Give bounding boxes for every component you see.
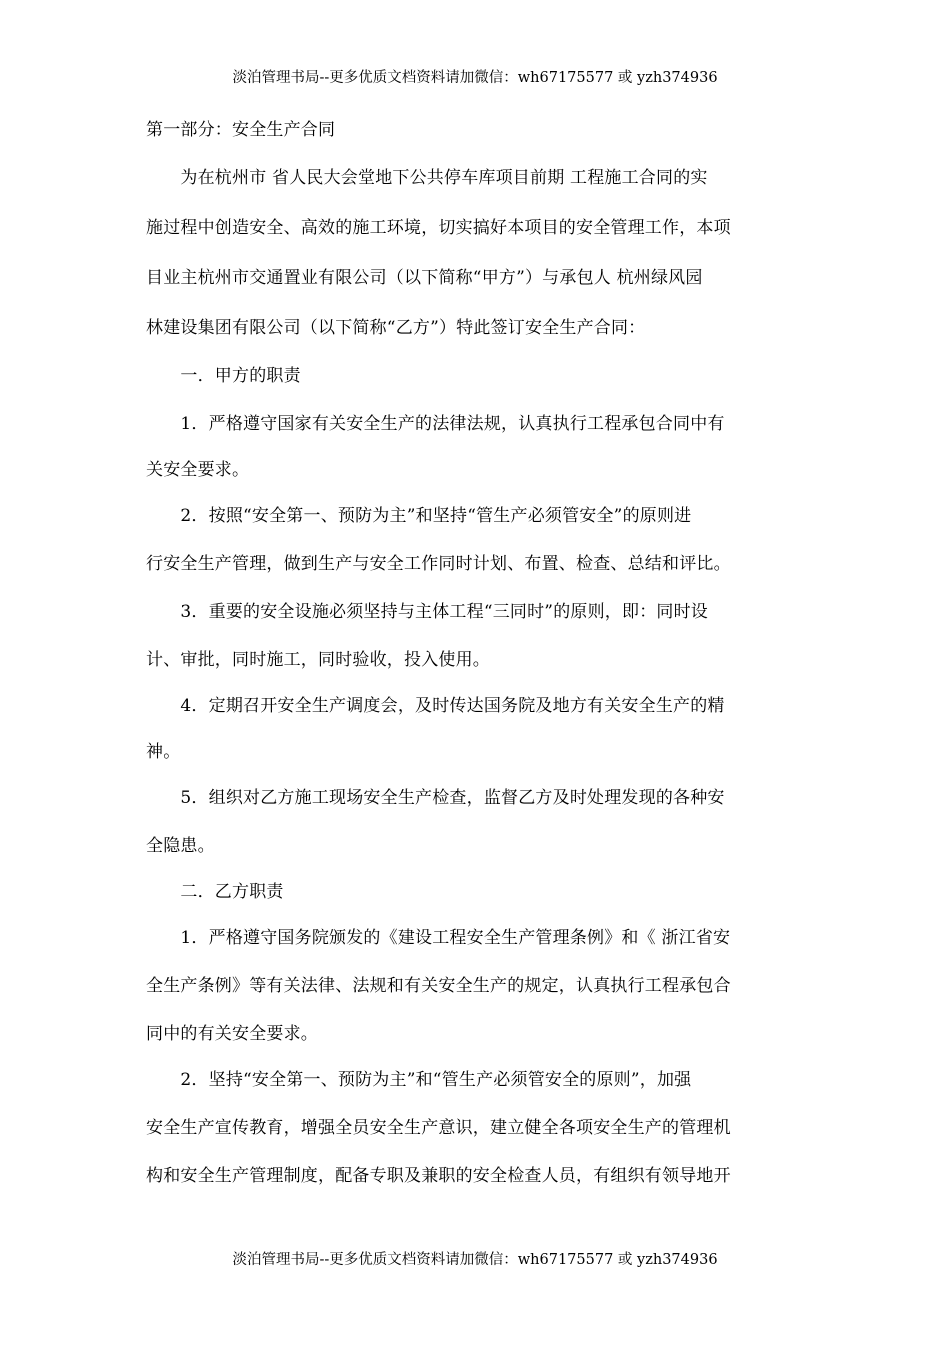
paragraph-line: 全生产条例》等有关法律、法规和有关安全生产的规定，认真执行工程承包合 (146, 976, 731, 996)
paragraph-line: 神。 (146, 742, 181, 762)
paragraph-line: 3．重要的安全设施必须坚持与主体工程“三同时”的原则，即：同时设 (146, 602, 708, 622)
paragraph-line: 全隐患。 (146, 836, 215, 856)
paragraph-line: 施过程中创造安全、高效的施工环境，切实搞好本项目的安全管理工作，本项 (146, 218, 731, 238)
paragraph-line: 为在杭州市 省人民大会堂地下公共停车库项目前期 工程施工合同的实 (146, 168, 708, 188)
paragraph-line: 4．定期召开安全生产调度会，及时传达国务院及地方有关安全生产的精 (146, 696, 725, 716)
paragraph-line: 5．组织对乙方施工现场安全生产检查，监督乙方及时处理发现的各种安 (146, 788, 725, 808)
section-title: 第一部分：安全生产合同 (146, 120, 336, 140)
page-footer-watermark: 淡泊管理书局--更多优质文档资料请加微信：wh67175577 或 yzh374936 (232, 1252, 718, 1268)
paragraph-line: 计、审批，同时施工，同时验收，投入使用。 (146, 650, 490, 670)
paragraph-line: 林建设集团有限公司（以下简称“乙方”）特此签订安全生产合同： (146, 318, 646, 338)
paragraph-line: 2．按照“安全第一、预防为主”和坚持“管生产必须管安全”的原则进 (146, 506, 692, 526)
paragraph-line: 1．严格遵守国务院颁发的《建设工程安全生产管理条例》和《 浙江省安 (146, 928, 731, 948)
subsection-heading: 二．乙方职责 (146, 882, 284, 902)
paragraph-line: 行安全生产管理，做到生产与安全工作同时计划、布置、检查、总结和评比。 (146, 554, 731, 574)
paragraph-line: 安全生产宣传教育，增强全员安全生产意识，建立健全各项安全生产的管理机 (146, 1118, 731, 1138)
paragraph-line: 1．严格遵守国家有关安全生产的法律法规，认真执行工程承包合同中有 (146, 414, 725, 434)
paragraph-line: 同中的有关安全要求。 (146, 1024, 318, 1044)
paragraph-line: 构和安全生产管理制度，配备专职及兼职的安全检查人员，有组织有领导地开 (146, 1166, 731, 1186)
page-header-watermark: 淡泊管理书局--更多优质文档资料请加微信：wh67175577 或 yzh374936 (232, 70, 718, 86)
subsection-heading: 一．甲方的职责 (146, 366, 301, 386)
paragraph-line: 目业主杭州市交通置业有限公司（以下简称“甲方”）与承包人 杭州绿风园 (146, 268, 703, 288)
paragraph-line: 关安全要求。 (146, 460, 250, 480)
paragraph-line: 2．坚持“安全第一、预防为主”和“管生产必须管安全的原则”，加强 (146, 1070, 692, 1090)
